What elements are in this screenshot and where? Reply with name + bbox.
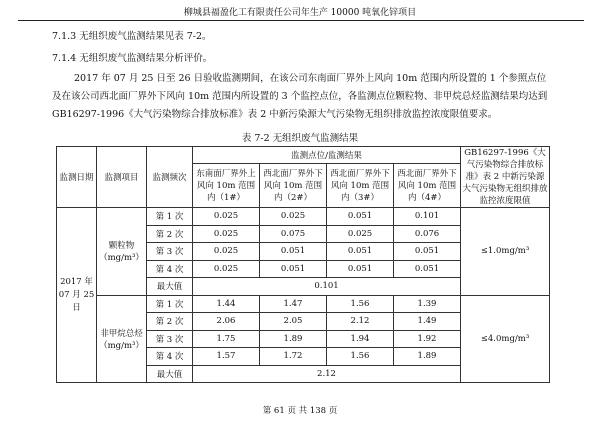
freq-cell: 第 2 次 [147,225,193,243]
value-cell: 0.025 [193,260,260,278]
limit-cell: ≤4.0mg/m³ [461,295,550,383]
limit-cell: ≤1.0mg/m³ [461,208,550,296]
value-cell: 1.94 [327,330,394,348]
value-cell: 1.56 [327,348,394,366]
value-cell: 0.051 [260,260,327,278]
value-cell: 0.101 [394,208,461,226]
value-cell: 1.92 [394,330,461,348]
max-label-cell: 最大值 [147,365,193,383]
header-item: 监测项目 [97,147,147,208]
value-cell: 0.051 [394,243,461,261]
value-cell: 0.051 [394,260,461,278]
value-cell: 0.051 [327,208,394,226]
value-cell: 0.051 [327,260,394,278]
section-7-1-4: 7.1.4 无组织废气监测结果分析评价。 [52,53,213,64]
value-cell: 2.06 [193,313,260,331]
value-cell: 0.025 [193,225,260,243]
date-cell: 2017 年 07 月 25 日 [57,208,97,383]
item-cell: 颗粒物（mg/m³） [97,208,147,296]
value-cell: 1.39 [394,295,461,313]
header-point-1: 东南面厂界外上风向 10m 范围内（1#） [193,164,260,208]
value-cell: 1.72 [260,348,327,366]
header-date: 监测日期 [57,147,97,208]
table-caption: 表 7-2 无组织废气监测结果 [241,133,359,144]
value-cell: 1.49 [394,313,461,331]
header-point-4: 西北面厂界外下风向 10m 范围内（4#） [394,164,461,208]
value-cell: 0.025 [193,208,260,226]
page-header: 柳城县福盈化工有限责任公司年生产 10000 吨氧化锌项目 [183,8,417,18]
value-cell: 1.89 [394,348,461,366]
analysis-paragraph: 2017 年 07 月 25 日至 26 日验收监测期间，在该公司东南面厂界外上风向 10m 范围内所设置的 1 个参照点位及在该公司西北面厂界外下风向 10m 范围内所设置的 3 个监控点位，各监测点位颗粒物、非甲烷总烃监测结果均达到 GB16297-1996《大气污染物综合排放标准》表 2 中新污染源大气污染物无组织排放监控浓度限值要求。 [52,73,548,120]
max-value-cell: 2.12 [193,365,461,383]
value-cell: 0.076 [394,225,461,243]
monitoring-results-table [56,146,550,383]
value-cell: 0.051 [327,243,394,261]
value-cell: 0.075 [260,225,327,243]
header-points-group: 监测点位/监测结果 [193,147,461,164]
value-cell: 2.05 [260,313,327,331]
value-cell: 1.47 [260,295,327,313]
max-label-cell: 最大值 [147,278,193,296]
header-point-2: 西北面厂界外下风向 10m 范围内（2#） [260,164,327,208]
table-row [57,295,550,313]
page-number: 第 61 页 共 138 页 [262,406,338,416]
table-row [57,208,550,226]
freq-cell: 第 4 次 [147,260,193,278]
freq-cell: 第 1 次 [147,208,193,226]
header-divider [18,20,584,21]
value-cell: 1.89 [260,330,327,348]
value-cell: 1.57 [193,348,260,366]
freq-cell: 第 4 次 [147,348,193,366]
freq-cell: 第 1 次 [147,295,193,313]
value-cell: 0.051 [260,243,327,261]
value-cell: 0.025 [193,243,260,261]
value-cell: 0.025 [260,208,327,226]
freq-cell: 第 3 次 [147,330,193,348]
freq-cell: 第 2 次 [147,313,193,331]
header-frequency: 监测频次 [147,147,193,208]
item-cell: 非甲烷总烃（mg/m³） [97,295,147,383]
value-cell: 1.75 [193,330,260,348]
value-cell: 1.56 [327,295,394,313]
header-point-3: 西北面厂界外下风向 10m 范围内（3#） [327,164,394,208]
value-cell: 2.12 [327,313,394,331]
header-standard: GB16297-1996《大气污染物综合排放标准》表 2 中新污染源大气污染物无组织排放监控浓度限值 [462,148,548,206]
freq-cell: 第 3 次 [147,243,193,261]
value-cell: 1.44 [193,295,260,313]
max-value-cell: 0.101 [193,278,461,296]
value-cell: 0.025 [327,225,394,243]
section-7-1-3: 7.1.3 无组织废气监测结果见表 7-2。 [52,31,212,42]
